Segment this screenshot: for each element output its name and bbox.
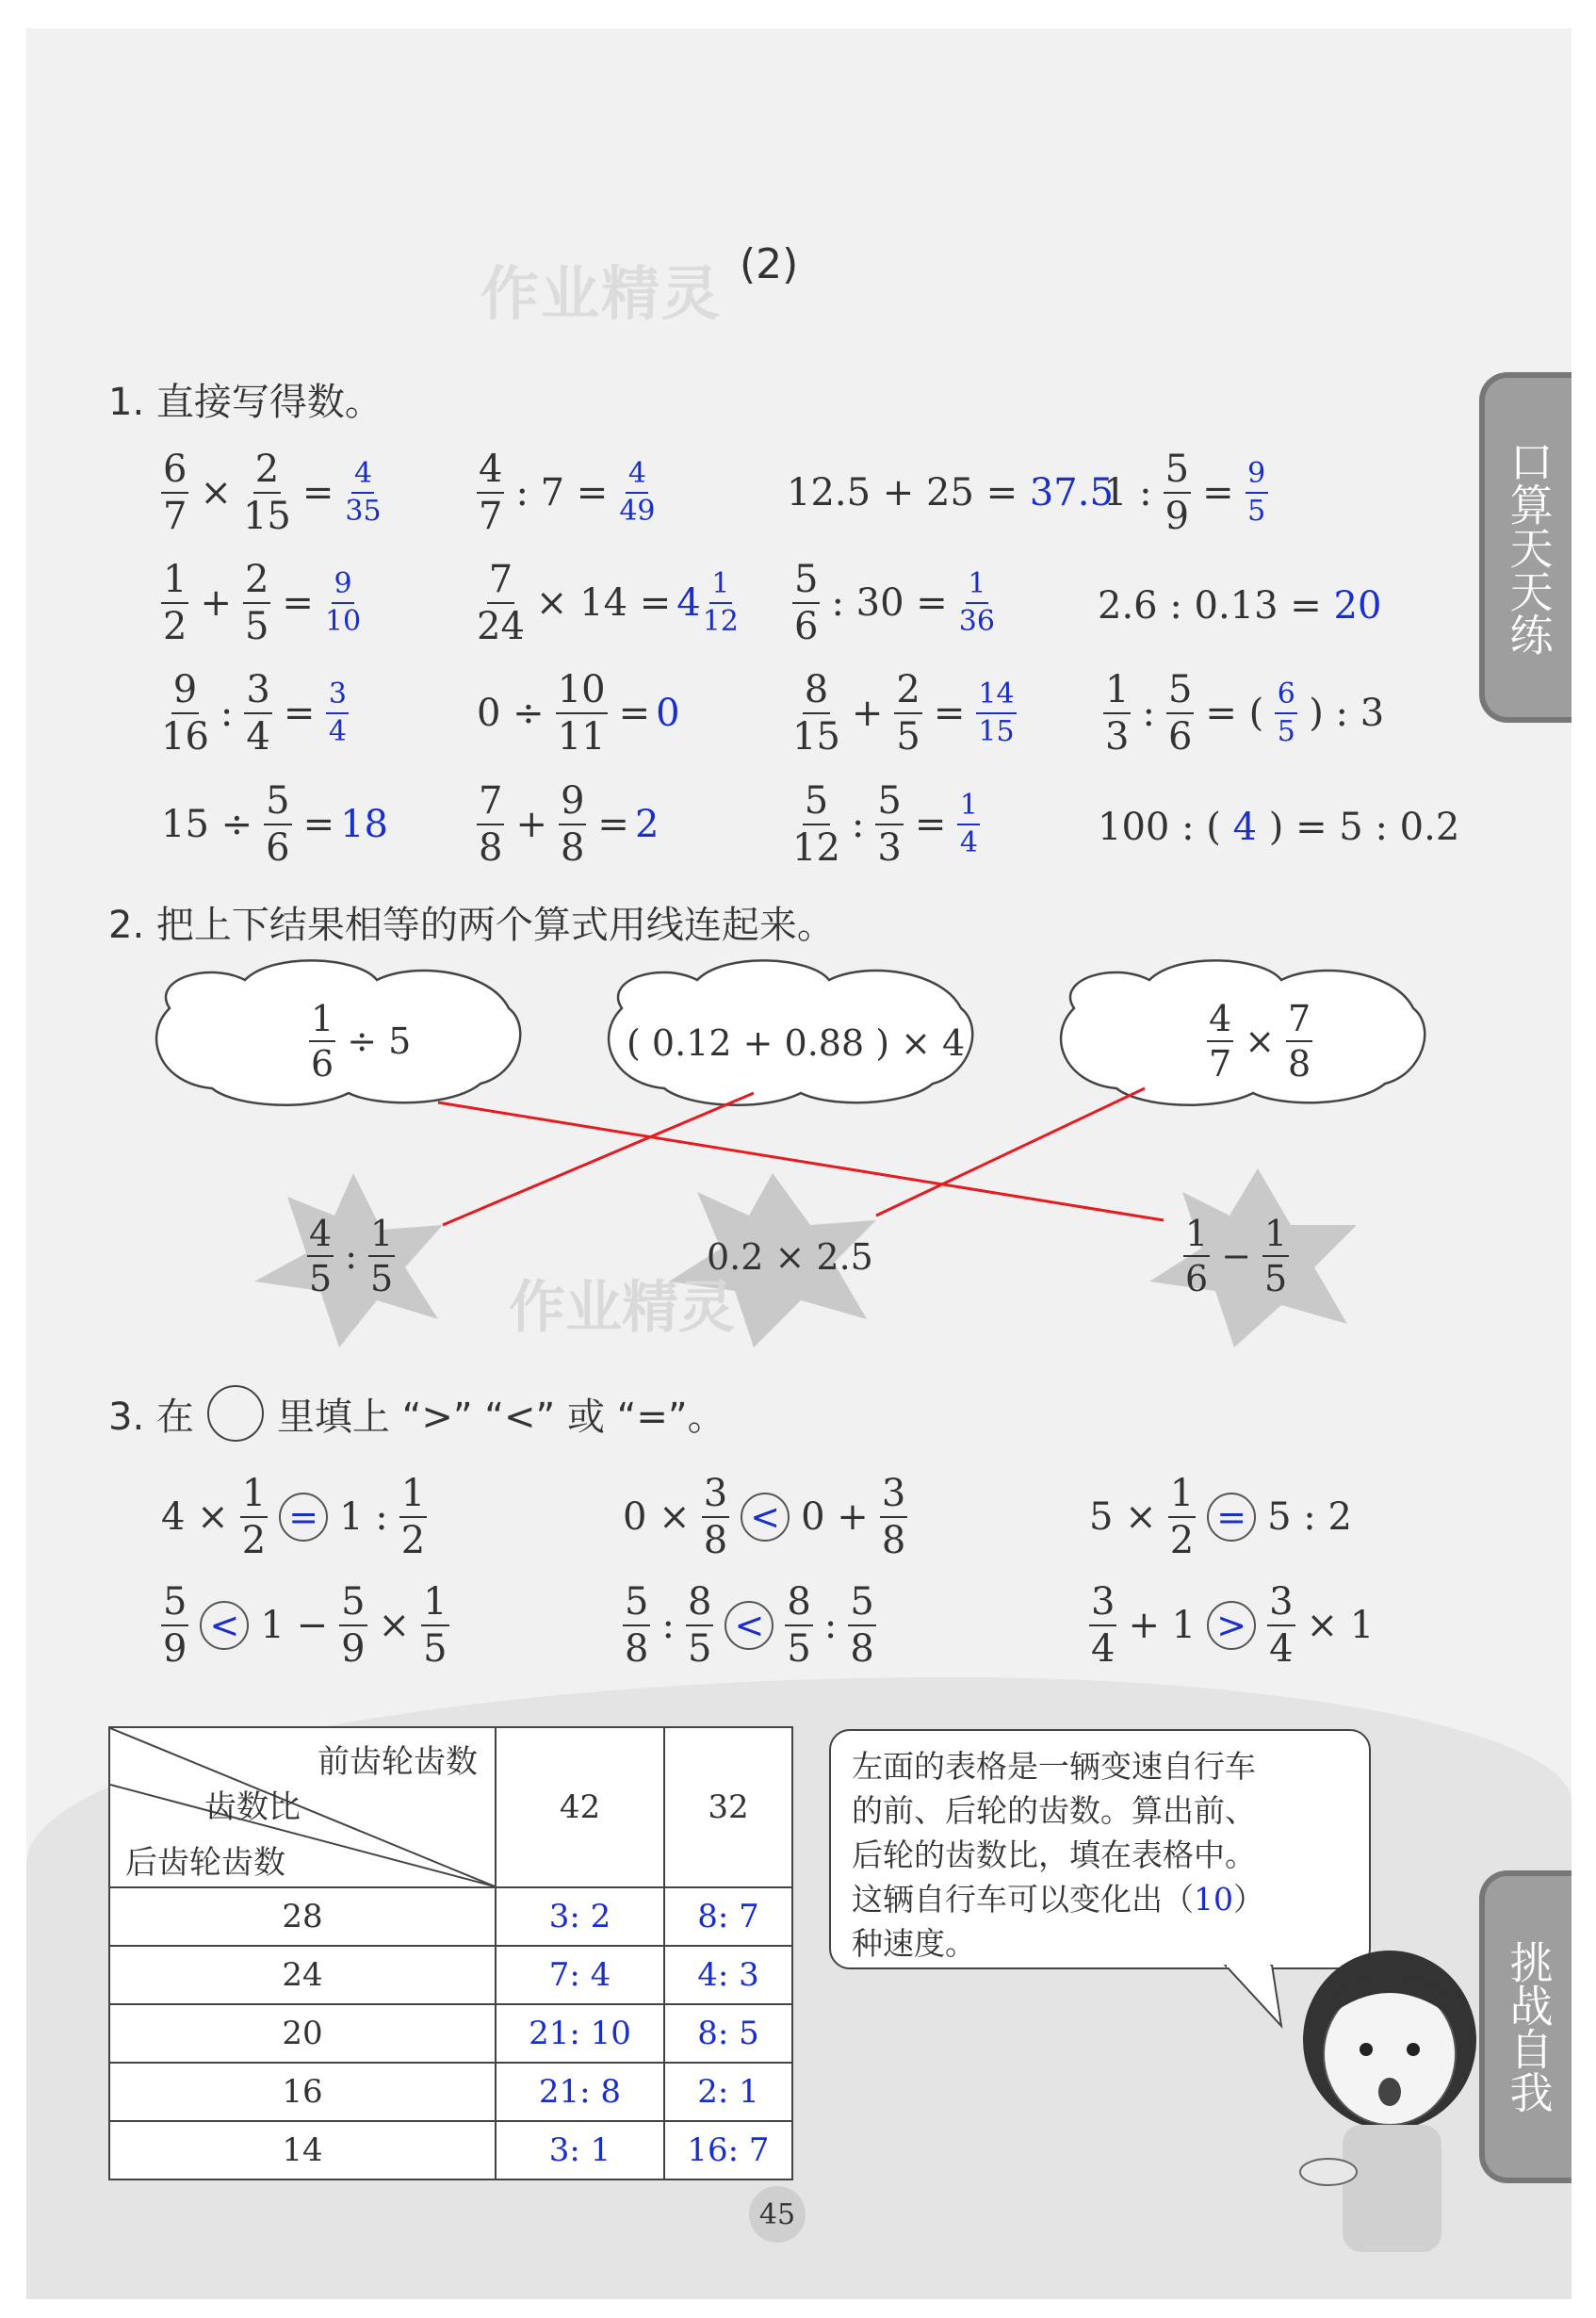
table-row — [109, 1887, 792, 1946]
answer-circle: < — [741, 1493, 790, 1542]
q1-r1-d: 1 : $\frac{5}{9}$ = $\frac{9}{5}$ — [1098, 450, 1274, 535]
q1-r1-a: $\frac{6}{7}$ × $\frac{2}{15}$ = $\frac{4}{35}$ — [163, 448, 382, 538]
q3-a: 4 × $\frac{1}{2}$ = 1 : $\frac{1}{2}$ — [161, 1472, 426, 1562]
q1-r2-a: $\frac{1}{2}$ + $\frac{2}{5}$ = $\frac{9}{10}$ — [163, 558, 362, 648]
q3-title: 3. 在 里填上 “>” “<” 或 “=”。 — [108, 1385, 725, 1442]
q1-r4-a: 15 ÷ $\frac{5}{6}$ = 18 — [161, 779, 389, 870]
table-row — [109, 2063, 792, 2121]
answer-circle: = — [1207, 1493, 1256, 1542]
q1-r3-d: $\frac{1}{3}$ : $\frac{5}{6}$ = ( $\frac{6}{5}$ ) : 3 — [1105, 668, 1385, 759]
ratio-cell: 8: 5 — [664, 2004, 792, 2063]
ratio-cell: 7: 4 — [496, 1946, 664, 2004]
rear-teeth: 20 — [109, 2004, 496, 2063]
q3-d: $\frac{5}{9}$ < 1 − $\frac{5}{9}$ × $\frac{1}{5}$ — [163, 1580, 448, 1671]
header-rear-gear: 后齿轮齿数 — [125, 1844, 285, 1882]
q1-r1-c: 12.5 + 25 = 37.5 — [787, 471, 1114, 514]
q1-r4-c: $\frac{5}{12}$ : $\frac{5}{3}$ = $\frac{1}{4}$ — [787, 782, 985, 867]
tab-label: 挑战自我 — [1503, 1940, 1555, 2114]
bubble-line: 后轮的齿数比，填在表格中。 — [852, 1836, 1256, 1873]
ratio-cell: 3: 1 — [496, 2121, 664, 2179]
star-1-expr: $\frac{4}{5}$ : $\frac{1}{5}$ — [309, 1213, 394, 1299]
q1-r4-b: $\frac{7}{8}$ + $\frac{9}{8}$ = 2 — [479, 779, 660, 870]
rear-teeth: 16 — [109, 2063, 496, 2121]
rear-teeth: 24 — [109, 1946, 496, 2004]
diagonal-header-cell — [109, 1727, 496, 1887]
rear-teeth: 28 — [109, 1887, 496, 1946]
ratio-cell: 8: 7 — [664, 1887, 792, 1946]
ratio-cell: 3: 2 — [496, 1887, 664, 1946]
ratio-cell: 16: 7 — [664, 2121, 792, 2179]
cloud-2-expr: ( 0.12 + 0.88 ) × 4 — [627, 1022, 966, 1064]
col-header: 42 — [496, 1727, 664, 1887]
col-header: 32 — [664, 1727, 792, 1887]
table-row — [109, 2004, 792, 2063]
star-2-expr: 0.2 × 2.5 — [707, 1236, 873, 1278]
header-ratio: 齿数比 — [204, 1788, 301, 1826]
rear-teeth: 14 — [109, 2121, 496, 2179]
q1-r3-b: 0 ÷ $\frac{10}{11}$ = 0 — [477, 668, 680, 759]
answer-circle: > — [1207, 1601, 1256, 1650]
q3-f: $\frac{3}{4}$ + 1 > $\frac{3}{4}$ × 1 — [1091, 1580, 1375, 1671]
bubble-line: 的前、后轮的齿数。算出前、 — [852, 1792, 1256, 1829]
bubble-line: 种速度。 — [852, 1925, 976, 1962]
q1-r2-b: $\frac{7}{24}$ × 14 = 4 $\frac{1}{12}$ — [477, 558, 739, 648]
speech-bubble — [829, 1729, 1371, 1969]
q1-r1-b: $\frac{4}{7}$ : 7 = $\frac{4}{49}$ — [479, 448, 656, 538]
tab-challenge[interactable] — [1479, 1870, 1572, 2183]
q3-e: $\frac{5}{8}$ : $\frac{8}{5}$ < $\frac{8}{5}$ : $\frac{5}{8}$ — [625, 1580, 874, 1671]
ratio-cell: 21: 8 — [496, 2063, 664, 2121]
bubble-line: 左面的表格是一辆变速自行车 — [852, 1748, 1256, 1785]
ratio-cell: 2: 1 — [664, 2063, 792, 2121]
empty-circle-icon — [207, 1385, 264, 1442]
table-row — [109, 2121, 792, 2179]
cloud-1-expr: $\frac{1}{6}$ ÷ 5 — [311, 998, 412, 1085]
q1-r2-d: 2.6 : 0.13 = 20 — [1098, 584, 1382, 628]
tab-label: 口算天天练 — [1503, 439, 1555, 656]
page-number: 45 — [758, 2197, 796, 2231]
girl-illustration — [1291, 1941, 1479, 2252]
q2-title: 2. 把上下结果相等的两个算式用线连起来。 — [108, 904, 835, 947]
star-3-expr: $\frac{1}{6}$ − $\frac{1}{5}$ — [1185, 1213, 1288, 1299]
q3-c: 5 × $\frac{1}{2}$ = 5 : 2 — [1089, 1472, 1352, 1562]
answer-circle: < — [725, 1601, 774, 1650]
bubble-line: 这辆自行车可以变化出（10） — [852, 1881, 1264, 1918]
answer-circle: = — [279, 1493, 328, 1542]
match-line-1 — [438, 1102, 1164, 1220]
q1-title: 1. 直接写得数。 — [108, 381, 383, 424]
cloud-3-expr: $\frac{4}{7}$ × $\frac{7}{8}$ — [1209, 998, 1311, 1085]
header-front-gear: 前齿轮齿数 — [318, 1743, 478, 1781]
page-number-badge — [749, 2186, 806, 2243]
bubble-tail — [1215, 1965, 1291, 2031]
q1-r3-c: $\frac{8}{15}$ + $\frac{2}{5}$ = $\frac{14}{15}$ — [792, 668, 1015, 759]
section-number: (2) — [740, 240, 799, 288]
q1-r2-c: $\frac{5}{6}$ : 30 = $\frac{1}{36}$ — [794, 558, 995, 648]
ratio-cell: 21: 10 — [496, 2004, 664, 2063]
ratio-cell: 4: 3 — [664, 1946, 792, 2004]
answer-circle: < — [200, 1601, 249, 1650]
watermark-middle: 作业精灵 — [509, 1275, 735, 1341]
watermark-title: 作业精灵 — [480, 259, 723, 328]
gear-ratio-table — [108, 1726, 793, 2180]
q3-b: 0 × $\frac{3}{8}$ < 0 + $\frac{3}{8}$ — [623, 1472, 906, 1562]
table-row — [109, 1946, 792, 2004]
q1-r3-a: $\frac{9}{16}$ : $\frac{3}{4}$ = $\frac{3}{4}$ — [155, 671, 354, 756]
q1-r4-d: 100 : ( 4 ) = 5 : 0.2 — [1098, 806, 1460, 849]
